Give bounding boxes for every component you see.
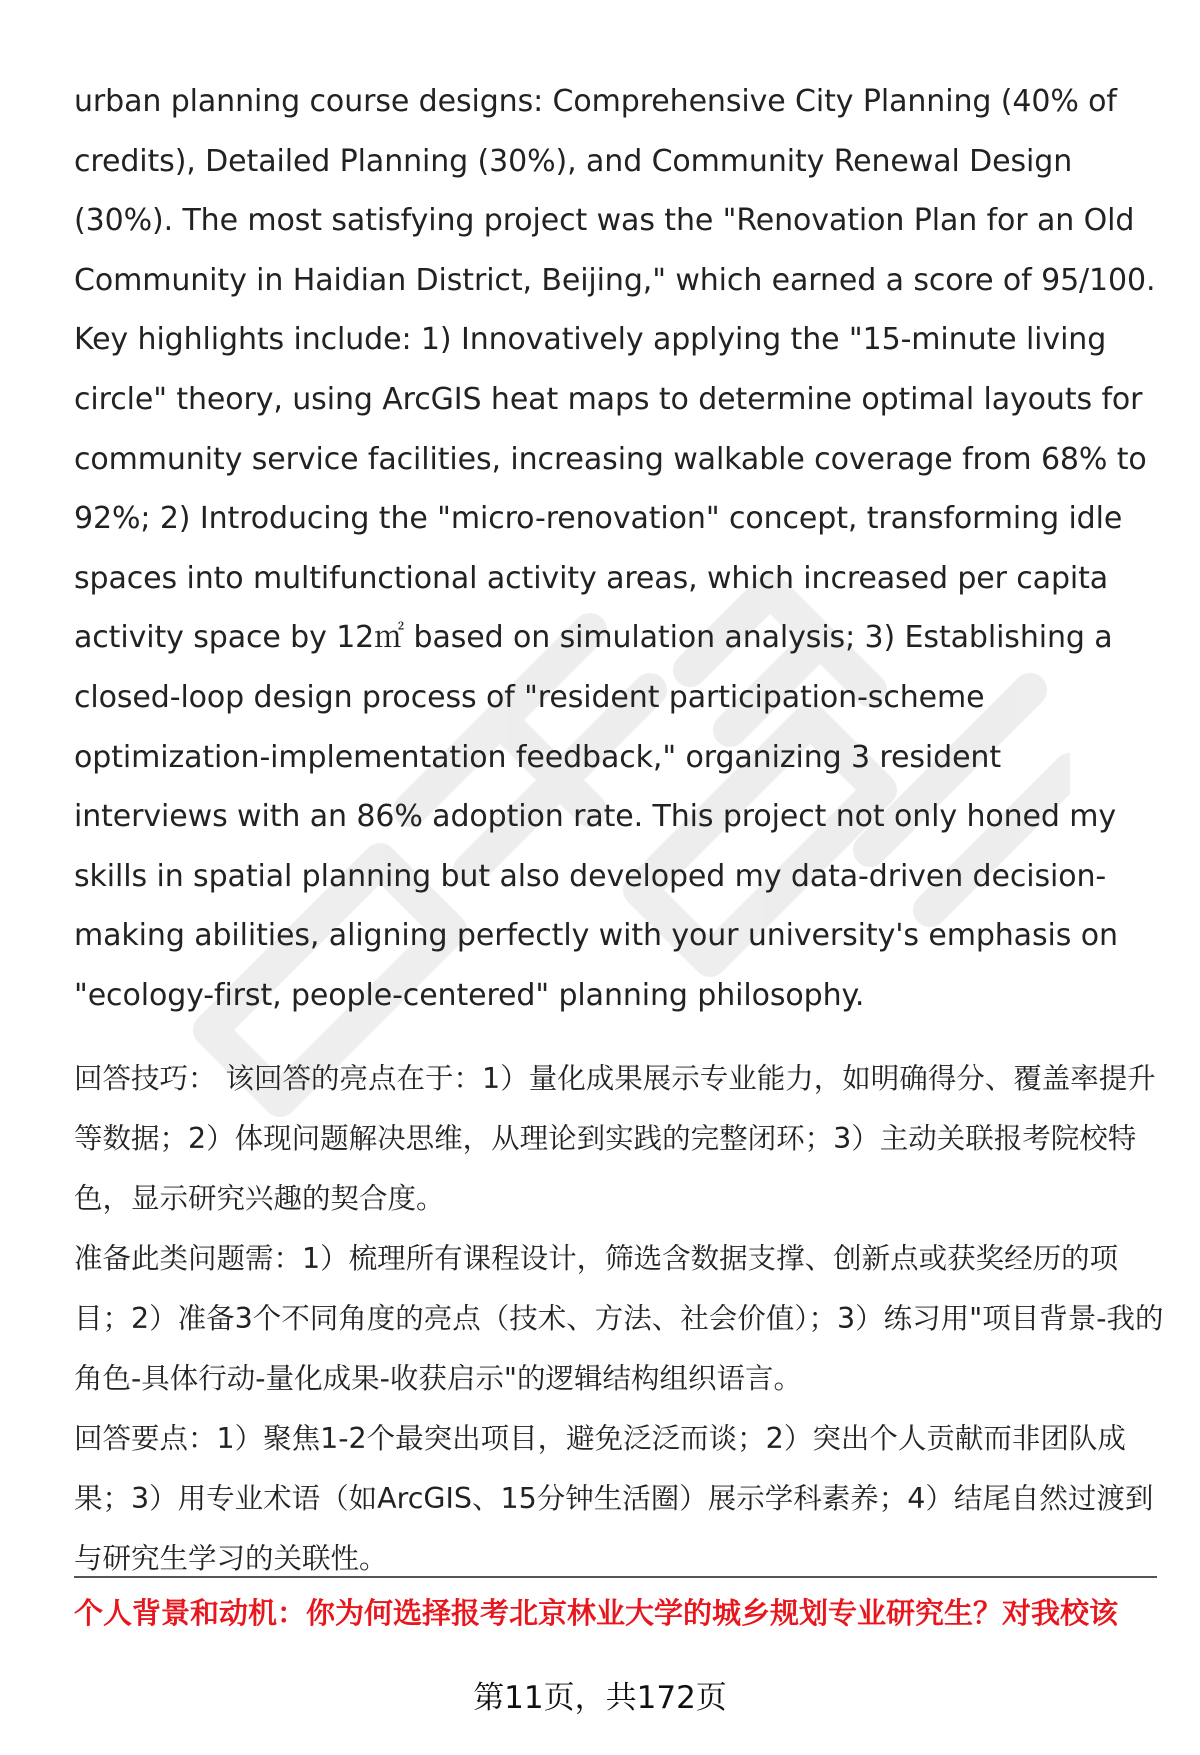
answer-paragraph: urban planning course designs: Comprehensive City Planning (40% of credits), Detailed Planning (30%), and Community Renewal Design (30%). The most satisfying project was the "Renovation Plan for an Old Community in Haidian District, Beijing," which earned a score of 95/100. Key highlights include: 1) Innovatively applying the "15-minute living circle" theory, using ArcGIS heat maps to determine optimal layouts for community service facilities, increasing walkable coverage from 68% to 92%; 2) Introducing the "micro-renovation" concept, transforming idle spaces into multifunctional activity areas, which increased per capita activity space by 12㎡ based on simulation analysis; 3) Establishing a closed-loop design process of "resident participation-scheme optimization-implementation feedback," organizing 3 resident interviews with an 86% adoption rate. This project not only honed my skills in spatial planning but also developed my data-driven decision-making abilities, aligning perfectly with your university's emphasis on "ecology-first, people-centered" planning philosophy.	[74, 84, 1156, 1013]
key-points-paragraph: 回答要点：1）聚焦1-2个最突出项目，避免泛泛而谈；2）突出个人贡献而非团队成果；3）用专业术语（如ArcGIS、15分钟生活圈）展示学科素养；4）结尾自然过渡到与研究生学习的关联性。	[74, 1421, 1154, 1575]
answer-tips-paragraph: 回答技巧： 该回答的亮点在于：1）量化成果展示专业能力，如明确得分、覆盖率提升等数据；2）体现问题解决思维，从理论到实践的完整闭环；3）主动关联报考院校特色，显示研究兴趣的契合度。	[74, 1061, 1156, 1215]
section-divider	[74, 1576, 1157, 1578]
next-question-heading: 个人背景和动机：你为何选择报考北京林业大学的城乡规划专业研究生？对我校该	[74, 1596, 1119, 1630]
preparation-paragraph: 准备此类问题需：1）梳理所有课程设计，筛选含数据支撑、创新点或获奖经历的项目；2）准备3个不同角度的亮点（技术、方法、社会价值）；3）练习用"项目背景-我的角色-具体行动-量化成果-收获启示"的逻辑结构组织语言。	[74, 1241, 1164, 1395]
page-content	[74, 72, 1164, 1589]
guidance-section	[74, 1049, 1164, 1589]
page-number: 第11页，共172页	[473, 1680, 727, 1716]
